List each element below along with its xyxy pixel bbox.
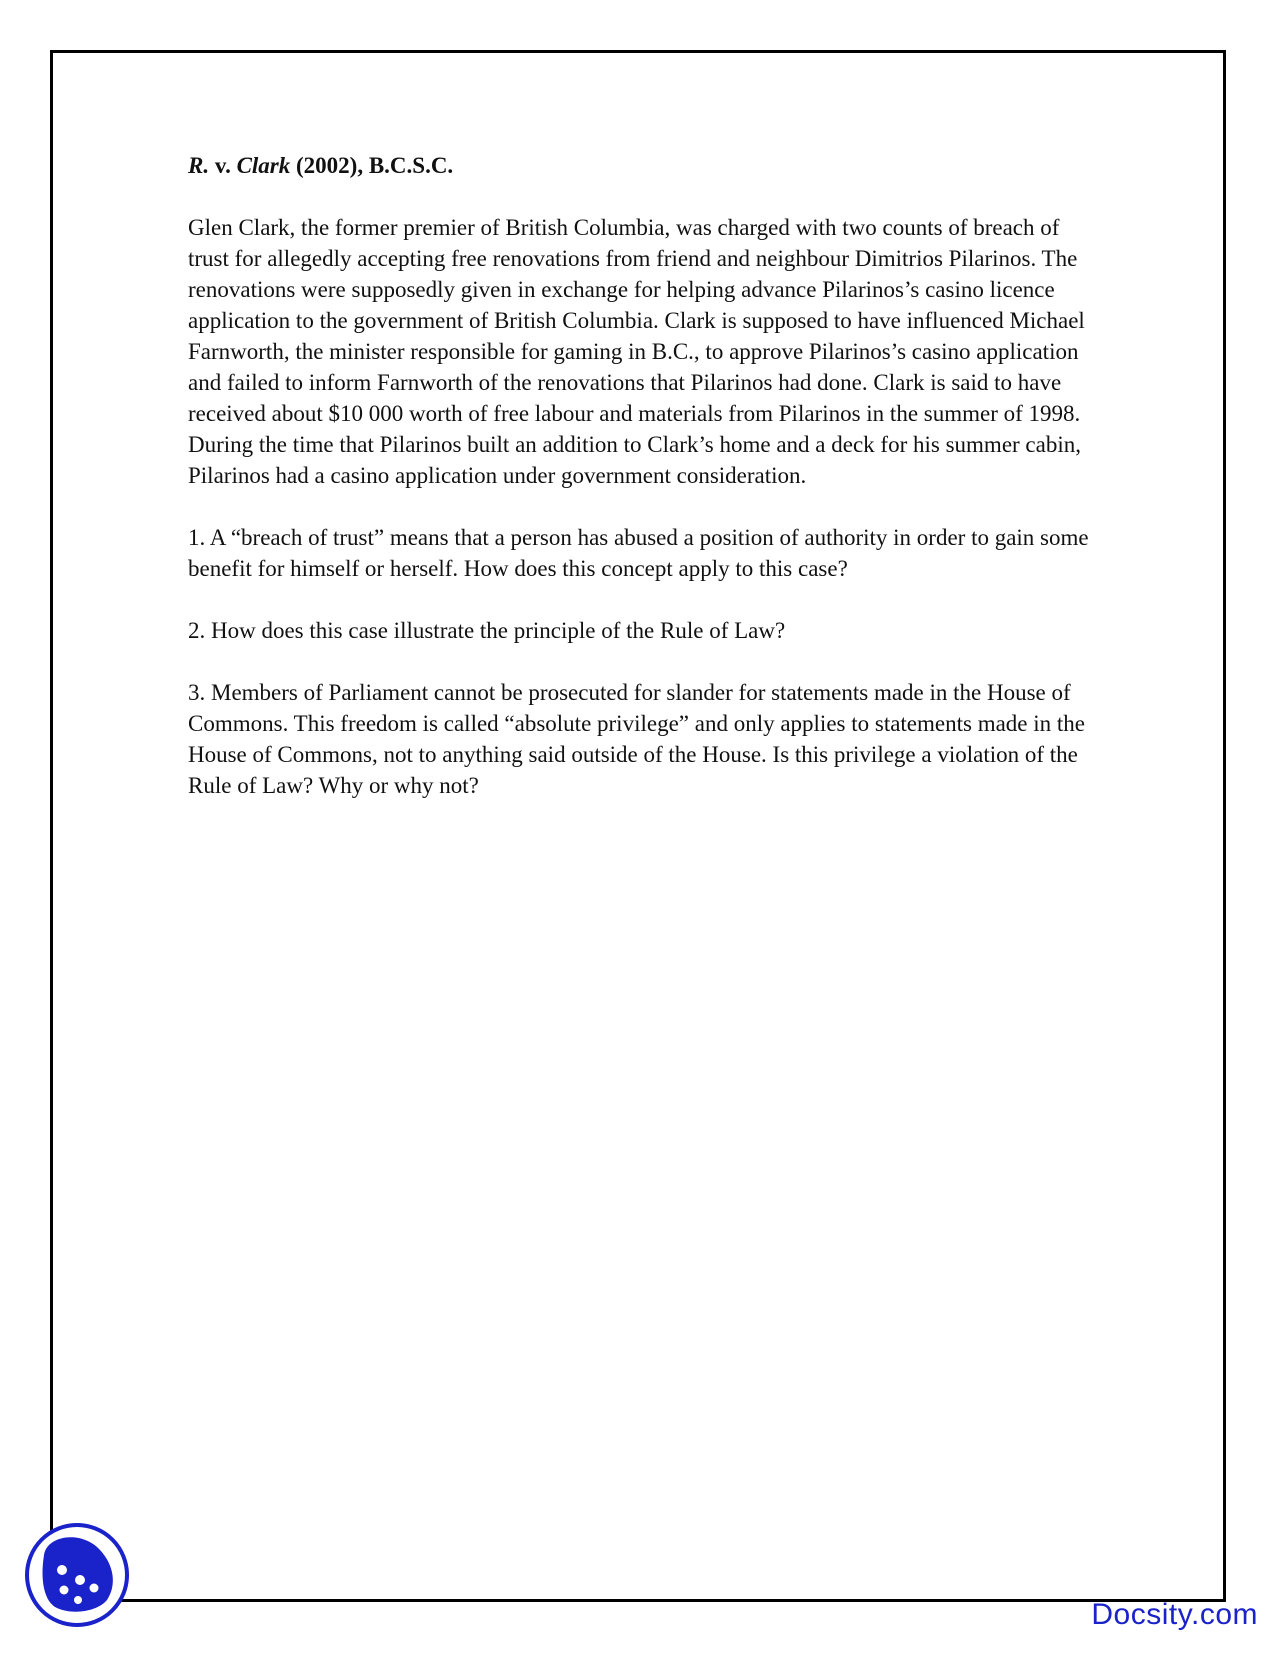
case-title [188, 150, 1098, 181]
docsity-logo-icon [22, 1520, 132, 1630]
case-party-1: R. [188, 153, 210, 178]
question-1: 1. A “breach of trust” means that a person has abused a position of authority in order to gain some benefit for himself or herself. How does this concept apply to this case? [188, 525, 1089, 581]
case-versus: v. [209, 153, 237, 178]
docsity-brand-link[interactable]: Docsity.com [1091, 1598, 1258, 1631]
case-citation: (2002), B.C.S.C. [290, 153, 454, 178]
case-party-2: Clark [236, 153, 291, 178]
question-2: 2. How does this case illustrate the principle of the Rule of Law? [188, 618, 786, 643]
document-body [188, 150, 1098, 832]
case-summary-paragraph: Glen Clark, the former premier of British Columbia, was charged with two counts of breach of trust for allegedly accepting free renovations from friend and neighbour Dimitrios Pilarinos. The renovations were supposedly given in exchange for helping advance Pilarinos’s casino licence application to the government of British Columbia. Clark is supposed to have influenced Michael Farnworth, the minister responsible for gaming in B.C., to approve Pilarinos’s casino application and failed to inform Farnworth of the renovations that Pilarinos had done. Clark is said to have received about $10 000 worth of free labour and materials from Pilarinos in the summer of 1998. During the time that Pilarinos built an addition to Clark’s home and a deck for his summer cabin, Pilarinos had a casino application under government consideration. [188, 215, 1085, 488]
question-3: 3. Members of Parliament cannot be prosecuted for slander for statements made in the House of Commons. This freedom is called “absolute privilege” and only applies to statements made in the House of Commons, not to anything said outside of the House. Is this privilege a violation of the Rule of Law? Why or why not? [188, 680, 1085, 798]
